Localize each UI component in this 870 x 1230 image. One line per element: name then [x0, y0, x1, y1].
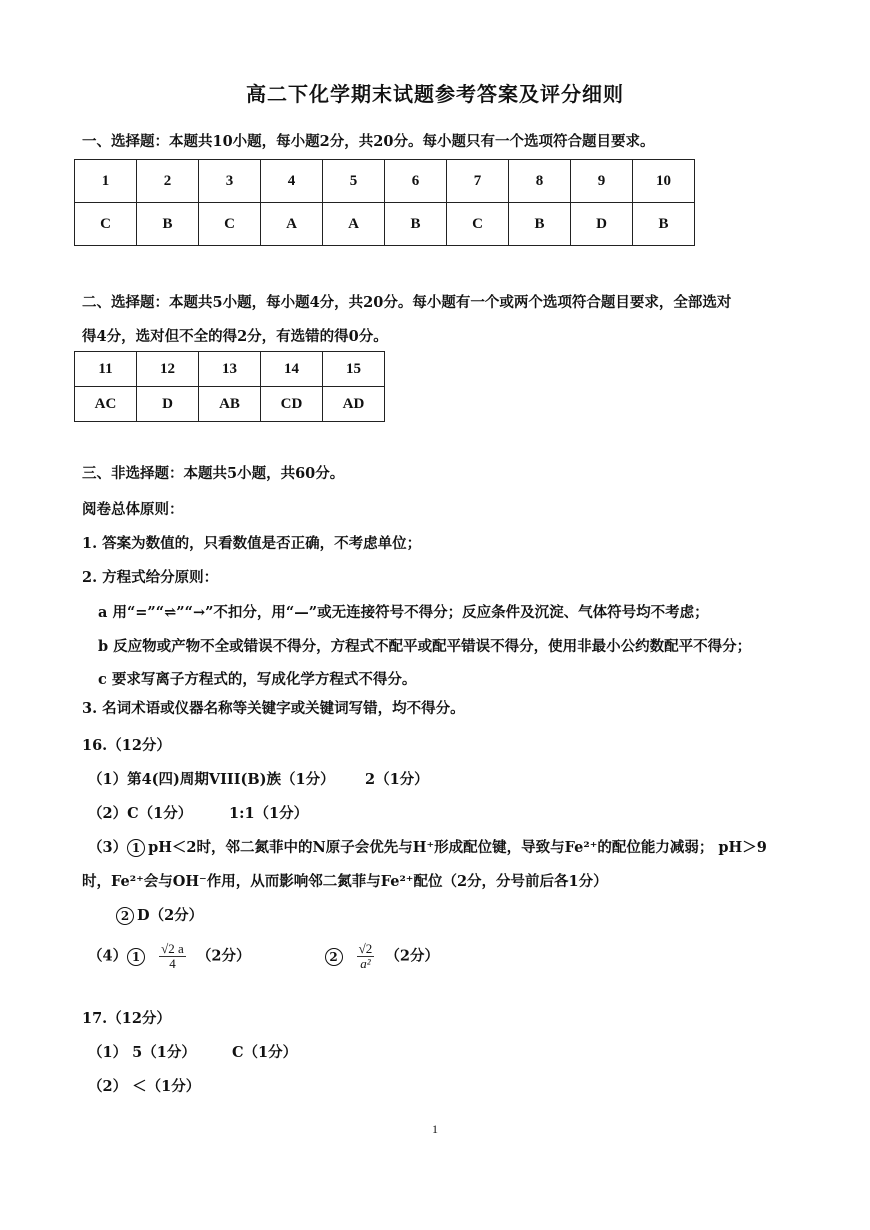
- score-label: （2分）: [196, 947, 251, 965]
- section2-heading-line1: 二、选择题：本题共5小题，每小题4分，共20分。每小题有一个或两个选项符合题目要求，全部选对: [82, 294, 732, 311]
- fraction-numerator: √2 a: [161, 941, 184, 956]
- rule-3: 3. 名词术语或仪器名称等关键字或关键词写错，均不得分。: [82, 700, 465, 717]
- answer-cell: D: [137, 387, 199, 422]
- table-row: [75, 387, 385, 422]
- q17-part1-answer2: C（1分）: [232, 1044, 298, 1061]
- rule-2c: c 要求写离子方程式的，写成化学方程式不得分。: [98, 671, 417, 688]
- q16-part2-answer: （2）C（1分）: [88, 805, 193, 822]
- principles-title: 阅卷总体原则：: [82, 501, 184, 518]
- q16-heading: 16.（12分）: [82, 737, 171, 754]
- q16-part3-line1: [88, 836, 767, 857]
- q17-heading: 17.（12分）: [82, 1010, 171, 1027]
- fraction-formula: [357, 942, 375, 971]
- question-number: 8: [509, 160, 571, 203]
- q16-part1-answer2: 2（1分）: [365, 771, 429, 788]
- answer-cell: B: [137, 203, 199, 246]
- section1-answer-table: [74, 159, 695, 246]
- answer-cell: A: [261, 203, 323, 246]
- answer-cell: A: [323, 203, 385, 246]
- section2-answer-table: [74, 351, 385, 422]
- answer-cell: B: [509, 203, 571, 246]
- question-number: 1: [75, 160, 137, 203]
- section2-heading-line2: 得4分，选对但不全的得2分，有选错的得0分。: [82, 328, 388, 345]
- question-number: 2: [137, 160, 199, 203]
- circled-number-icon: 2: [116, 907, 134, 925]
- question-number: 13: [199, 352, 261, 387]
- table-row: [75, 352, 385, 387]
- q16-part3-answer: D（2分）: [137, 907, 204, 924]
- score-label: （2分）: [385, 947, 439, 965]
- q17-part1-answer: （1） 5（1分）: [88, 1044, 196, 1061]
- q17-part2-answer: （2） ＜（1分）: [88, 1078, 201, 1095]
- rule-1: 1. 答案为数值的，只看数值是否正确，不考虑单位；: [82, 535, 422, 552]
- page-number: 1: [432, 1122, 438, 1136]
- circled-number-icon: 1: [127, 948, 145, 966]
- question-number: 15: [323, 352, 385, 387]
- answer-cell: D: [571, 203, 633, 246]
- page-title: 高二下化学期末试题参考答案及评分细则: [246, 82, 624, 106]
- part-label: （4）: [88, 947, 128, 965]
- answer-cell: B: [633, 203, 695, 246]
- answer-cell: C: [75, 203, 137, 246]
- q16-part3-line2: 时，Fe²⁺会与OH⁻作用，从而影响邻二氮菲与Fe²⁺配位（2分，分号前后各1分）: [82, 873, 608, 890]
- q16-part1-answer: （1）第4(四)周期VIII(B)族（1分）: [88, 771, 335, 788]
- answer-cell: B: [385, 203, 447, 246]
- rule-2b: b 反应物或产物不全或错误不得分，方程式不配平或配平错误不得分，使用非最小公约数配平不得分；: [98, 638, 752, 655]
- question-number: 4: [261, 160, 323, 203]
- q16-part3-second: [116, 904, 203, 925]
- answer-cell: C: [447, 203, 509, 246]
- rule-2a: a 用“=”“⇌”“→”不扣分，用“—”或无连接符号不得分；反应条件及沉淀、气体符号均不考虑；: [98, 604, 709, 621]
- question-number: 6: [385, 160, 447, 203]
- answer-cell: CD: [261, 387, 323, 422]
- q16-part2-answer2: 1:1（1分）: [229, 805, 309, 822]
- table-row: [75, 203, 695, 246]
- rule-2: 2. 方程式给分原则：: [82, 569, 219, 586]
- answer-cell: AC: [75, 387, 137, 422]
- table-row: [75, 160, 695, 203]
- question-number: 9: [571, 160, 633, 203]
- question-number: 3: [199, 160, 261, 203]
- q16-part4: [88, 942, 439, 971]
- section1-heading: 一、选择题：本题共10小题，每小题2分，共20分。每小题只有一个选项符合题目要求。: [82, 133, 655, 150]
- fraction-numerator: √2: [358, 941, 373, 956]
- part-label: （3）: [88, 839, 128, 856]
- fraction-denominator: a²: [360, 956, 371, 971]
- section3-heading: 三、非选择题：本题共5小题，共60分。: [82, 465, 345, 482]
- question-number: 12: [137, 352, 199, 387]
- question-number: 11: [75, 352, 137, 387]
- circled-number-icon: 1: [127, 839, 145, 857]
- answer-cell: AB: [199, 387, 261, 422]
- answer-cell: C: [199, 203, 261, 246]
- question-number: 10: [633, 160, 695, 203]
- fraction-formula: [159, 942, 186, 971]
- fraction-denominator: 4: [169, 956, 176, 971]
- question-number: 14: [261, 352, 323, 387]
- circled-number-icon: 2: [325, 948, 343, 966]
- q16-part3-text1: pH＜2时，邻二氮菲中的N原子会优先与H⁺形成配位键，导致与Fe²⁺的配位能力减弱； pH＞9: [148, 839, 767, 856]
- question-number: 5: [323, 160, 385, 203]
- question-number: 7: [447, 160, 509, 203]
- answer-cell: AD: [323, 387, 385, 422]
